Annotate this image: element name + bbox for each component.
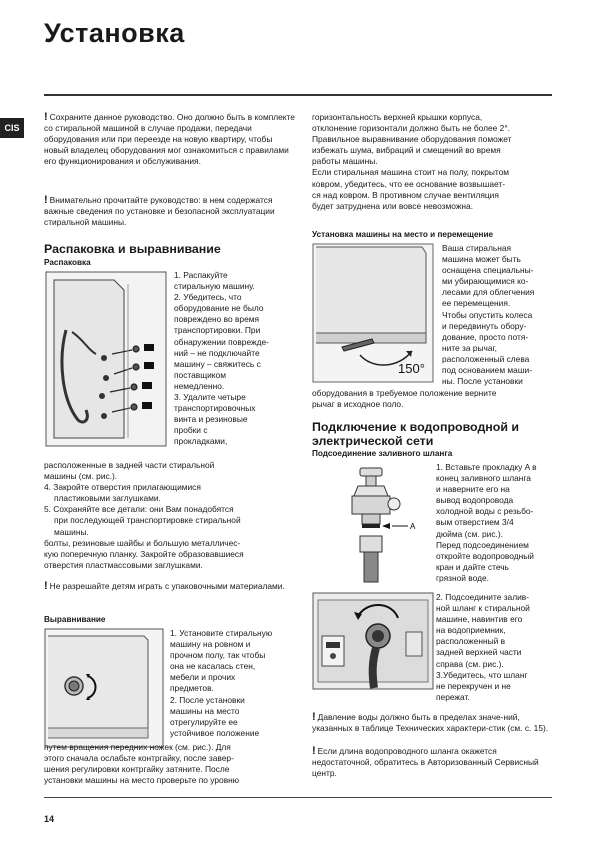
text-line: 2. Убедитесь, что <box>174 292 242 303</box>
text-line: повреждено во время <box>174 314 260 325</box>
text-line: путем вращения передних ножек (см. рис.). Для <box>44 742 231 752</box>
text-line: предметов. <box>170 683 214 694</box>
text-line: винта и резиновые <box>174 414 248 425</box>
hose-connection-figure <box>312 592 434 690</box>
text-line: при последующей транспортировке стиральной <box>54 515 241 526</box>
text-line: машину – свяжитесь с <box>174 358 261 369</box>
language-tab: CIS <box>0 118 24 138</box>
text-line: задней верхней части <box>436 647 522 658</box>
text-line: 5. Сохраняйте все детали: они Вам понадобятся <box>44 504 234 515</box>
warning-text: Внимательно прочитайте руководство: в нем содержатся важные сведения по установке и безопасной эксплуатации стиральной машины. <box>44 195 275 228</box>
text-line: не перекручен и не <box>436 680 511 691</box>
subheading-level: Выравнивание <box>44 615 106 624</box>
text-line: кран и дайте стечь <box>436 561 509 572</box>
text-line: откройте водопроводный <box>436 550 534 561</box>
text-line: она не касалась стен, <box>170 661 256 672</box>
text-line: рычаг в исходное поло. <box>312 399 404 410</box>
text-line: горизонтальность верхней крышки корпуса, <box>312 112 483 122</box>
leveling-foot-figure <box>44 628 164 748</box>
text-line: дюйма (см. рис.). <box>436 528 503 539</box>
warning-read-manual <box>44 195 296 228</box>
text-line: расположенный слева <box>442 353 530 364</box>
text-line: оборудование не было <box>174 303 264 314</box>
angle-label: 150° <box>398 361 425 376</box>
text-line: ните за рычаг, <box>442 342 497 353</box>
warning-text: Не разрешайте детям играть с упаковочными материалами. <box>49 581 285 591</box>
text-line: ний – не подключайте <box>174 347 260 358</box>
text-line: машины на место <box>170 705 240 716</box>
text-line: установки машины на место проверьте по уровню <box>44 775 240 786</box>
text-line: Правильное выравнивание оборудования поможет <box>312 134 512 145</box>
subheading-unpack: Распаковка <box>44 258 91 267</box>
text-line: этого сначала ослабьте контргайку, после завер- <box>44 753 234 764</box>
move-text <box>442 243 554 387</box>
text-line: отверстия пластмассовыми заглушками. <box>44 559 203 570</box>
text-line: прокладками, <box>174 436 228 447</box>
text-line: стиральную машину. <box>174 281 255 292</box>
text-line: устойчивое положение <box>170 727 260 738</box>
text-line: немедленно. <box>174 380 225 391</box>
text-line: ковром, убедитесь, что ее основание возвышает- <box>312 178 505 189</box>
text-line: 2. Подсоедините залив- <box>436 592 529 602</box>
text-line: обнаружении поврежде- <box>174 336 269 347</box>
text-line: вым отверстием 3/4 <box>436 517 514 528</box>
text-line: и передвинуть обору- <box>442 320 527 331</box>
text-line: машины (см. рис.). <box>44 471 118 482</box>
text-line: машина может быть <box>442 254 521 265</box>
text-line: кую поперечную планку. Закройте образовавшиеся <box>44 548 244 559</box>
text-line: 1. Распакуйте <box>174 270 228 280</box>
level-continued <box>44 742 296 786</box>
warning-keep-manual <box>44 112 296 167</box>
section-heading-connect: Подключение к водопроводной и электрической сети <box>312 420 520 448</box>
text-line: дование, просто потя- <box>442 331 529 342</box>
unpack-continued <box>44 460 296 571</box>
warning-hose-length <box>312 746 554 779</box>
page-number: 14 <box>44 814 55 824</box>
section-heading-unpack: Распаковка и выравнивание <box>44 242 221 256</box>
text-line: поставщиком <box>174 369 226 380</box>
text-line: расположенные в задней части стиральной <box>44 460 215 470</box>
text-line: оснащена специальны- <box>442 265 534 276</box>
text-line: 4. Закройте отверстия прилагающимися <box>44 482 201 493</box>
inlet-hose-figure <box>312 462 432 584</box>
warning-icon: ! <box>312 711 316 723</box>
header-rule <box>44 94 552 96</box>
level-continued-right <box>312 112 554 212</box>
text-line: справа (см. рис.). <box>436 658 504 669</box>
text-line: холодной воды с резьбо- <box>436 506 534 517</box>
text-line: и наверните его на <box>436 484 510 495</box>
text-line: шения регулировки контргайку затяните. После <box>44 764 230 775</box>
warning-icon: ! <box>44 194 48 206</box>
level-steps <box>170 628 296 739</box>
text-line: транспортировки. При <box>174 325 261 336</box>
text-line: грязной воде. <box>436 572 489 583</box>
unpack-steps <box>174 270 296 448</box>
text-line: избежать шума, вибраций и смещений во время <box>312 145 501 156</box>
warning-icon: ! <box>44 580 48 592</box>
text-line: машины. <box>54 526 89 537</box>
text-line: работы машины. <box>312 156 378 167</box>
unpacking-rear-panel-figure <box>44 270 168 448</box>
text-line: 1. Вставьте прокладку A в <box>436 462 537 472</box>
text-line: ны. После установки <box>442 376 523 387</box>
warning-pressure <box>312 712 554 734</box>
wheels-lever-figure <box>312 243 434 383</box>
text-line: пробки с <box>174 425 208 436</box>
text-line: отклонение горизонтали должно быть не более 2°. <box>312 123 511 134</box>
text-line: 3.Убедитесь, что шланг <box>436 669 528 680</box>
text-line: 1. Установите стиральную <box>170 628 273 638</box>
text-line: Если стиральная машина стоит на полу, покрытом <box>312 167 510 178</box>
hose-steps-1 <box>436 462 554 584</box>
text-line: отрегулируйте ее <box>170 716 238 727</box>
text-line: 2. После установки <box>170 694 245 705</box>
text-line: расположенный в <box>436 636 506 647</box>
text-line: вывод водопровода <box>436 495 514 506</box>
subheading-hose: Подсоединение заливного шланга <box>312 449 453 458</box>
move-continued <box>312 388 554 410</box>
text-line: Перед подсоединением <box>436 539 529 550</box>
warning-children <box>44 581 296 592</box>
warning-text: Если длина водопроводного шланга окажется недостаточной, обратитесь в Авторизованный Сервисный центр. <box>312 746 539 779</box>
footer-rule <box>44 797 552 798</box>
text-line: машину на ровном и <box>170 639 251 650</box>
text-line: на водоприемник, <box>436 625 506 636</box>
text-line: ми убирающимися ко- <box>442 276 529 287</box>
subheading-move: Установка машины на место и перемещение <box>312 230 494 239</box>
text-line: конец заливного шланга <box>436 473 531 484</box>
text-line: машине, навинтив его <box>436 614 523 625</box>
text-line: Чтобы опустить колеса <box>442 309 533 320</box>
text-line: болты, резиновые шайбы и большую металличес- <box>44 537 241 548</box>
text-line: мебели и прочих <box>170 672 236 683</box>
hose-steps-2 <box>436 592 554 703</box>
text-line: ной шланг к стиральной <box>436 603 530 614</box>
text-line: прочном полу, так чтобы <box>170 650 266 661</box>
text-line: ее перемещения. <box>442 298 511 309</box>
text-line: ся над ковром. В противном случае вентиляция <box>312 189 499 200</box>
text-line: транспортировочных <box>174 403 256 414</box>
text-line: пластиковыми заглушками. <box>54 493 161 504</box>
text-line: 3. Удалите четыре <box>174 392 246 403</box>
warning-icon: ! <box>312 745 316 757</box>
text-line: лесами для облегчения <box>442 287 535 298</box>
text-line: под основанием маши- <box>442 365 533 376</box>
page-title: Установка <box>44 18 185 48</box>
text-line: будет затруднена или вовсе невозможна. <box>312 200 474 211</box>
label-a: A <box>410 522 416 531</box>
warning-text: Давление воды должно быть в пределах значе-ний, указанных в таблице Технических характери-стик (см. с. 15). <box>312 712 549 734</box>
text-line: Ваша стиральная <box>442 243 512 253</box>
text-line: оборудования в требуемое положение верните <box>312 388 497 398</box>
text-line: пережат. <box>436 691 470 702</box>
warning-icon: ! <box>44 111 48 123</box>
warning-text: Сохраните данное руководство. Оно должно быть в комплекте со стиральной машиной в случае продажи, передачи оборудования или при переезде на новую квартиру, чтобы новый владелец оборудования мог ознакомиться с правилами его функционирования и обслуживания. <box>44 112 295 167</box>
